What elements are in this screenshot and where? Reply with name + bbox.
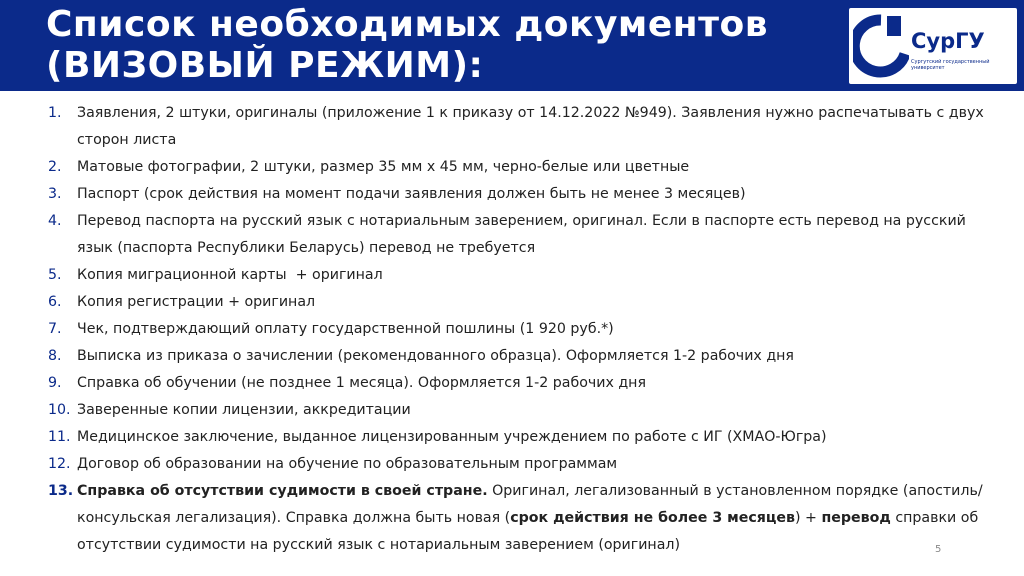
list-item-text: Договор об образовании на обучение по образовательным программам bbox=[77, 456, 618, 472]
list-item bbox=[0, 154, 1024, 181]
list-item-number: 7. bbox=[48, 321, 62, 337]
list-item-text: Заверенные копии лицензии, аккредитации bbox=[77, 402, 411, 418]
list-item bbox=[0, 478, 1024, 559]
list-item-text: Копия регистрации + оригинал bbox=[77, 294, 316, 310]
list-item-number: 6. bbox=[48, 294, 62, 310]
list-item-number: 3. bbox=[48, 186, 62, 202]
list-item-bold-text: перевод bbox=[821, 510, 891, 526]
list-item-text: Справка об обучении (не позднее 1 месяца). Оформляется 1-2 рабочих дня bbox=[77, 375, 646, 391]
university-logo bbox=[849, 8, 1017, 84]
list-item bbox=[0, 397, 1024, 424]
surgu-logo-icon bbox=[853, 14, 909, 78]
list-item bbox=[0, 343, 1024, 370]
list-item bbox=[0, 208, 1024, 262]
list-item-text: Оригинал, легализованный в установленном порядке (апостиль/консульская легализация). Справка должна быть новая ( bbox=[77, 483, 983, 526]
list-item-number: 13. bbox=[48, 483, 74, 499]
list-item-text: Медицинское заключение, выданное лицензированным учреждением по работе с ИГ (ХМАО-Югра) bbox=[77, 429, 827, 445]
list-item-number: 11. bbox=[48, 429, 71, 445]
list-item-number: 8. bbox=[48, 348, 62, 364]
list-item-number: 4. bbox=[48, 213, 62, 229]
list-item-number: 5. bbox=[48, 267, 62, 283]
list-item-text: справки об отсутствии судимости на русский язык с нотариальным заверением (оригинал) bbox=[77, 510, 979, 553]
list-item-text: Копия миграционной карты + оригинал bbox=[77, 267, 383, 283]
logo-subtitle: Сургутский государственный университет bbox=[911, 59, 990, 71]
list-item-text: Выписка из приказа о зачислении (рекомендованного образца). Оформляется 1-2 рабочих дня bbox=[77, 348, 794, 364]
slide-header bbox=[0, 0, 1024, 91]
list-item-number: 2. bbox=[48, 159, 62, 175]
list-item bbox=[0, 370, 1024, 397]
list-item bbox=[0, 262, 1024, 289]
list-item-bold-text: срок действия не более 3 месяцев bbox=[510, 510, 795, 526]
slide-title-line2: (ВИЗОВЫЙ РЕЖИМ): bbox=[46, 45, 484, 86]
list-item-text: Перевод паспорта на русский язык с нотариальным заверением, оригинал. Если в паспорте есть перевод на русский язык (паспорта Республики Беларусь) перевод не требуется bbox=[77, 213, 966, 256]
list-item-bold-text: Справка об отсутствии судимости в своей стране. bbox=[77, 483, 488, 499]
list-item bbox=[0, 451, 1024, 478]
list-item bbox=[0, 316, 1024, 343]
list-item-number: 10. bbox=[48, 402, 71, 418]
list-item-text: Паспорт (срок действия на момент подачи заявления должен быть не менее 3 месяцев) bbox=[77, 186, 746, 202]
slide-title-line1: Список необходимых документов bbox=[46, 4, 769, 45]
list-item bbox=[0, 100, 1024, 154]
list-item-text: Чек, подтверждающий оплату государственной пошлины (1 920 руб.*) bbox=[77, 321, 614, 337]
list-item-text: ) + bbox=[794, 510, 822, 526]
list-item-number: 1. bbox=[48, 105, 62, 121]
list-item-number: 9. bbox=[48, 375, 62, 391]
slide-title bbox=[46, 4, 768, 86]
list-item-text: Заявления, 2 штуки, оригиналы (приложение 1 к приказу от 14.12.2022 №949). Заявления нужно распечатывать с двух сторон листа bbox=[77, 105, 984, 148]
list-item bbox=[0, 181, 1024, 208]
list-item bbox=[0, 424, 1024, 451]
documents-list bbox=[0, 100, 1024, 559]
page-number: 5 bbox=[935, 544, 942, 555]
list-item-number: 12. bbox=[48, 456, 71, 472]
list-item-text: Матовые фотографии, 2 штуки, размер 35 мм х 45 мм, черно-белые или цветные bbox=[77, 159, 690, 175]
list-item bbox=[0, 289, 1024, 316]
logo-name: СурГУ bbox=[911, 29, 985, 53]
